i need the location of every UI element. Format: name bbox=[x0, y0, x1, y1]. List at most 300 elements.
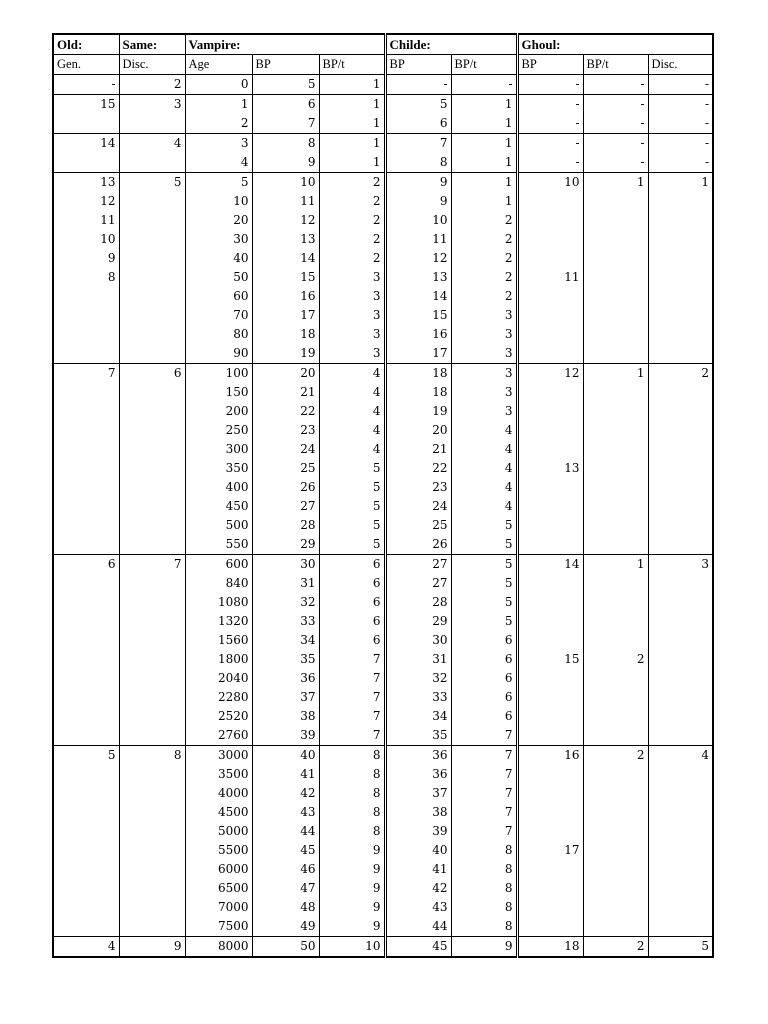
cell-age: 80 bbox=[185, 325, 252, 344]
cell-gen bbox=[53, 574, 119, 593]
cell-vampire-bp: 8 bbox=[252, 134, 319, 154]
cell-disc: 6 bbox=[119, 364, 185, 384]
cell-vampire-bp: 39 bbox=[252, 726, 319, 746]
cell-vampire-bp: 15 bbox=[252, 268, 319, 287]
cell-vampire-bpt: 3 bbox=[319, 287, 385, 306]
cell-gen bbox=[53, 287, 119, 306]
cell-age: 1 bbox=[185, 95, 252, 115]
cell-ghoul-bp bbox=[517, 211, 583, 230]
cell-ghoul-disc bbox=[648, 669, 713, 688]
cell-vampire-bpt: 10 bbox=[319, 937, 385, 958]
table-row bbox=[53, 211, 713, 230]
cell-ghoul-bpt bbox=[583, 344, 648, 364]
cell-disc bbox=[119, 688, 185, 707]
cell-vampire-bpt: 6 bbox=[319, 612, 385, 631]
cell-ghoul-bpt bbox=[583, 593, 648, 612]
table-row bbox=[53, 707, 713, 726]
cell-gen bbox=[53, 707, 119, 726]
cell-gen bbox=[53, 535, 119, 555]
cell-ghoul-disc bbox=[648, 822, 713, 841]
cell-age: 600 bbox=[185, 555, 252, 575]
cell-childe-bpt: 7 bbox=[451, 803, 517, 822]
cell-ghoul-disc: 2 bbox=[648, 364, 713, 384]
cell-disc bbox=[119, 822, 185, 841]
cell-childe-bpt: 5 bbox=[451, 555, 517, 575]
cell-childe-bp: 10 bbox=[385, 211, 451, 230]
cell-vampire-bpt: 9 bbox=[319, 879, 385, 898]
cell-gen: 11 bbox=[53, 211, 119, 230]
cell-ghoul-disc bbox=[648, 860, 713, 879]
cell-gen bbox=[53, 822, 119, 841]
cell-childe-bpt: 3 bbox=[451, 325, 517, 344]
cell-ghoul-bp bbox=[517, 421, 583, 440]
cell-ghoul-bpt bbox=[583, 325, 648, 344]
cell-age: 3000 bbox=[185, 746, 252, 766]
cell-disc bbox=[119, 879, 185, 898]
cell-childe-bp: 40 bbox=[385, 841, 451, 860]
cell-childe-bpt: 2 bbox=[451, 211, 517, 230]
cell-gen bbox=[53, 917, 119, 937]
cell-vampire-bp: 48 bbox=[252, 898, 319, 917]
cell-vampire-bp: 11 bbox=[252, 192, 319, 211]
cell-ghoul-bp: 16 bbox=[517, 746, 583, 766]
cell-ghoul-disc bbox=[648, 784, 713, 803]
cell-ghoul-bp: 15 bbox=[517, 650, 583, 669]
table-row bbox=[53, 344, 713, 364]
cell-age: 3 bbox=[185, 134, 252, 154]
cell-disc bbox=[119, 383, 185, 402]
cell-vampire-bp: 33 bbox=[252, 612, 319, 631]
cell-disc bbox=[119, 421, 185, 440]
cell-ghoul-bp: 14 bbox=[517, 555, 583, 575]
cell-childe-bp: 13 bbox=[385, 268, 451, 287]
table-row bbox=[53, 134, 713, 154]
cell-childe-bpt: 7 bbox=[451, 784, 517, 803]
cell-ghoul-bp bbox=[517, 287, 583, 306]
cell-childe-bpt: 7 bbox=[451, 746, 517, 766]
cell-gen bbox=[53, 440, 119, 459]
cell-ghoul-bp: - bbox=[517, 153, 583, 173]
cell-disc bbox=[119, 153, 185, 173]
cell-disc: 3 bbox=[119, 95, 185, 115]
cell-ghoul-disc bbox=[648, 383, 713, 402]
cell-age: 1560 bbox=[185, 631, 252, 650]
column-header-row bbox=[53, 55, 713, 75]
cell-ghoul-bpt: 2 bbox=[583, 937, 648, 958]
cell-ghoul-disc: - bbox=[648, 95, 713, 115]
cell-ghoul-disc: - bbox=[648, 75, 713, 95]
cell-ghoul-disc bbox=[648, 765, 713, 784]
cell-ghoul-bpt: 2 bbox=[583, 746, 648, 766]
cell-childe-bpt: 2 bbox=[451, 268, 517, 287]
cell-childe-bpt: 4 bbox=[451, 478, 517, 497]
cell-disc: 9 bbox=[119, 937, 185, 958]
cell-gen bbox=[53, 803, 119, 822]
cell-childe-bpt: 1 bbox=[451, 114, 517, 134]
cell-gen bbox=[53, 898, 119, 917]
cell-ghoul-bp bbox=[517, 497, 583, 516]
cell-age: 450 bbox=[185, 497, 252, 516]
cell-disc bbox=[119, 574, 185, 593]
cell-childe-bp: 5 bbox=[385, 95, 451, 115]
cell-ghoul-bp: - bbox=[517, 134, 583, 154]
cell-ghoul-bp bbox=[517, 192, 583, 211]
cell-gen bbox=[53, 650, 119, 669]
cell-vampire-bp: 25 bbox=[252, 459, 319, 478]
cell-vampire-bp: 30 bbox=[252, 555, 319, 575]
cell-ghoul-bp bbox=[517, 230, 583, 249]
cell-childe-bp: 16 bbox=[385, 325, 451, 344]
cell-age: 40 bbox=[185, 249, 252, 268]
cell-ghoul-bpt bbox=[583, 822, 648, 841]
cell-age: 200 bbox=[185, 402, 252, 421]
cell-ghoul-bp bbox=[517, 325, 583, 344]
cell-gen: 10 bbox=[53, 230, 119, 249]
cell-vampire-bpt: 5 bbox=[319, 516, 385, 535]
cell-vampire-bpt: 8 bbox=[319, 746, 385, 766]
cell-vampire-bp: 18 bbox=[252, 325, 319, 344]
table-row bbox=[53, 383, 713, 402]
cell-vampire-bpt: 2 bbox=[319, 211, 385, 230]
cell-age: 8000 bbox=[185, 937, 252, 958]
table-row bbox=[53, 306, 713, 325]
cell-age: 7000 bbox=[185, 898, 252, 917]
header-same: Same: bbox=[119, 34, 185, 55]
cell-ghoul-bpt: - bbox=[583, 75, 648, 95]
cell-ghoul-disc bbox=[648, 192, 713, 211]
cell-childe-bpt: 4 bbox=[451, 440, 517, 459]
cell-ghoul-disc bbox=[648, 650, 713, 669]
cell-childe-bpt: 3 bbox=[451, 383, 517, 402]
cell-ghoul-bpt bbox=[583, 765, 648, 784]
cell-gen bbox=[53, 478, 119, 497]
cell-childe-bp: 36 bbox=[385, 765, 451, 784]
cell-vampire-bpt: 5 bbox=[319, 535, 385, 555]
table-row bbox=[53, 95, 713, 115]
cell-disc: 2 bbox=[119, 75, 185, 95]
cell-vampire-bpt: 3 bbox=[319, 306, 385, 325]
cell-gen: 7 bbox=[53, 364, 119, 384]
cell-gen: 8 bbox=[53, 268, 119, 287]
col-vampire-age: Age bbox=[185, 55, 252, 75]
cell-disc bbox=[119, 803, 185, 822]
cell-age: 400 bbox=[185, 478, 252, 497]
cell-disc bbox=[119, 268, 185, 287]
cell-disc bbox=[119, 650, 185, 669]
cell-vampire-bpt: 9 bbox=[319, 898, 385, 917]
cell-childe-bpt: 7 bbox=[451, 822, 517, 841]
cell-ghoul-bpt bbox=[583, 421, 648, 440]
cell-ghoul-bpt bbox=[583, 860, 648, 879]
table-row bbox=[53, 249, 713, 268]
cell-disc bbox=[119, 306, 185, 325]
table-row bbox=[53, 650, 713, 669]
cell-disc bbox=[119, 192, 185, 211]
cell-gen bbox=[53, 421, 119, 440]
table-row bbox=[53, 268, 713, 287]
cell-vampire-bpt: 8 bbox=[319, 803, 385, 822]
table-row bbox=[53, 631, 713, 650]
cell-disc bbox=[119, 917, 185, 937]
cell-ghoul-disc bbox=[648, 306, 713, 325]
cell-ghoul-disc bbox=[648, 211, 713, 230]
cell-ghoul-bp bbox=[517, 822, 583, 841]
cell-age: 7500 bbox=[185, 917, 252, 937]
col-ghoul-disc: Disc. bbox=[648, 55, 713, 75]
cell-disc bbox=[119, 669, 185, 688]
table-row bbox=[53, 459, 713, 478]
cell-disc bbox=[119, 287, 185, 306]
cell-vampire-bp: 45 bbox=[252, 841, 319, 860]
cell-childe-bp: 32 bbox=[385, 669, 451, 688]
cell-ghoul-disc: - bbox=[648, 134, 713, 154]
cell-childe-bp: - bbox=[385, 75, 451, 95]
cell-ghoul-disc bbox=[648, 402, 713, 421]
cell-disc bbox=[119, 726, 185, 746]
cell-ghoul-bpt bbox=[583, 440, 648, 459]
cell-ghoul-bpt bbox=[583, 879, 648, 898]
cell-age: 3500 bbox=[185, 765, 252, 784]
cell-childe-bpt: 4 bbox=[451, 497, 517, 516]
cell-ghoul-bp bbox=[517, 344, 583, 364]
cell-vampire-bpt: 7 bbox=[319, 650, 385, 669]
cell-ghoul-bp bbox=[517, 688, 583, 707]
cell-childe-bpt: 5 bbox=[451, 535, 517, 555]
cell-ghoul-bp bbox=[517, 440, 583, 459]
cell-childe-bp: 26 bbox=[385, 535, 451, 555]
cell-disc bbox=[119, 402, 185, 421]
cell-vampire-bp: 40 bbox=[252, 746, 319, 766]
cell-age: 4 bbox=[185, 153, 252, 173]
col-vampire-bpt: BP/t bbox=[319, 55, 385, 75]
cell-ghoul-bp bbox=[517, 383, 583, 402]
cell-ghoul-bpt: 1 bbox=[583, 173, 648, 193]
cell-gen bbox=[53, 879, 119, 898]
cell-ghoul-bpt: - bbox=[583, 153, 648, 173]
cell-vampire-bpt: 5 bbox=[319, 459, 385, 478]
cell-vampire-bp: 12 bbox=[252, 211, 319, 230]
cell-vampire-bp: 32 bbox=[252, 593, 319, 612]
cell-childe-bp: 27 bbox=[385, 555, 451, 575]
cell-disc: 4 bbox=[119, 134, 185, 154]
cell-childe-bp: 43 bbox=[385, 898, 451, 917]
header-vampire: Vampire: bbox=[185, 34, 385, 55]
cell-ghoul-bpt bbox=[583, 688, 648, 707]
cell-disc bbox=[119, 535, 185, 555]
cell-ghoul-bpt bbox=[583, 726, 648, 746]
cell-vampire-bp: 43 bbox=[252, 803, 319, 822]
cell-childe-bp: 35 bbox=[385, 726, 451, 746]
table-row bbox=[53, 879, 713, 898]
cell-childe-bpt: 1 bbox=[451, 153, 517, 173]
cell-vampire-bp: 17 bbox=[252, 306, 319, 325]
cell-ghoul-bp bbox=[517, 726, 583, 746]
cell-ghoul-bp bbox=[517, 784, 583, 803]
cell-vampire-bpt: 2 bbox=[319, 230, 385, 249]
cell-ghoul-bpt bbox=[583, 574, 648, 593]
table-row bbox=[53, 917, 713, 937]
header-childe: Childe: bbox=[385, 34, 517, 55]
table-row bbox=[53, 765, 713, 784]
cell-childe-bpt: 8 bbox=[451, 898, 517, 917]
cell-childe-bp: 30 bbox=[385, 631, 451, 650]
cell-ghoul-bpt bbox=[583, 306, 648, 325]
cell-age: 2 bbox=[185, 114, 252, 134]
cell-vampire-bpt: 1 bbox=[319, 95, 385, 115]
cell-disc bbox=[119, 478, 185, 497]
cell-vampire-bp: 42 bbox=[252, 784, 319, 803]
table-row bbox=[53, 688, 713, 707]
cell-ghoul-disc bbox=[648, 268, 713, 287]
cell-vampire-bp: 5 bbox=[252, 75, 319, 95]
cell-ghoul-disc: 1 bbox=[648, 173, 713, 193]
cell-age: 550 bbox=[185, 535, 252, 555]
cell-vampire-bpt: 4 bbox=[319, 364, 385, 384]
cell-vampire-bp: 9 bbox=[252, 153, 319, 173]
cell-vampire-bpt: 4 bbox=[319, 421, 385, 440]
cell-vampire-bpt: 1 bbox=[319, 134, 385, 154]
cell-age: 5 bbox=[185, 173, 252, 193]
cell-age: 100 bbox=[185, 364, 252, 384]
cell-childe-bpt: 5 bbox=[451, 593, 517, 612]
cell-ghoul-bpt bbox=[583, 402, 648, 421]
cell-vampire-bp: 37 bbox=[252, 688, 319, 707]
cell-childe-bpt: 1 bbox=[451, 95, 517, 115]
cell-ghoul-disc bbox=[648, 249, 713, 268]
cell-vampire-bpt: 8 bbox=[319, 784, 385, 803]
cell-ghoul-bpt bbox=[583, 478, 648, 497]
cell-vampire-bpt: 3 bbox=[319, 344, 385, 364]
cell-age: 6500 bbox=[185, 879, 252, 898]
cell-ghoul-bp: 10 bbox=[517, 173, 583, 193]
cell-vampire-bp: 7 bbox=[252, 114, 319, 134]
cell-vampire-bp: 26 bbox=[252, 478, 319, 497]
cell-ghoul-bp bbox=[517, 765, 583, 784]
cell-childe-bp: 12 bbox=[385, 249, 451, 268]
cell-gen bbox=[53, 114, 119, 134]
table-row bbox=[53, 421, 713, 440]
cell-gen bbox=[53, 306, 119, 325]
table-row bbox=[53, 669, 713, 688]
col-ghoul-bpt: BP/t bbox=[583, 55, 648, 75]
cell-childe-bp: 18 bbox=[385, 364, 451, 384]
cell-childe-bp: 28 bbox=[385, 593, 451, 612]
table-row bbox=[53, 535, 713, 555]
cell-vampire-bpt: 4 bbox=[319, 402, 385, 421]
cell-disc: 5 bbox=[119, 173, 185, 193]
cell-vampire-bpt: 3 bbox=[319, 325, 385, 344]
cell-childe-bp: 29 bbox=[385, 612, 451, 631]
cell-childe-bp: 23 bbox=[385, 478, 451, 497]
cell-disc bbox=[119, 860, 185, 879]
cell-childe-bpt: 5 bbox=[451, 516, 517, 535]
cell-gen bbox=[53, 344, 119, 364]
cell-age: 5500 bbox=[185, 841, 252, 860]
table-row bbox=[53, 803, 713, 822]
cell-ghoul-bp bbox=[517, 516, 583, 535]
cell-ghoul-disc bbox=[648, 612, 713, 631]
cell-ghoul-bpt: 1 bbox=[583, 555, 648, 575]
col-ghoul-bp: BP bbox=[517, 55, 583, 75]
cell-disc bbox=[119, 211, 185, 230]
cell-gen bbox=[53, 402, 119, 421]
cell-ghoul-bp bbox=[517, 669, 583, 688]
col-childe-bp: BP bbox=[385, 55, 451, 75]
cell-age: 60 bbox=[185, 287, 252, 306]
cell-childe-bp: 33 bbox=[385, 688, 451, 707]
cell-vampire-bp: 21 bbox=[252, 383, 319, 402]
cell-ghoul-bpt bbox=[583, 459, 648, 478]
cell-vampire-bpt: 2 bbox=[319, 249, 385, 268]
cell-vampire-bpt: 5 bbox=[319, 497, 385, 516]
cell-childe-bpt: 6 bbox=[451, 631, 517, 650]
cell-vampire-bpt: 4 bbox=[319, 440, 385, 459]
cell-vampire-bp: 24 bbox=[252, 440, 319, 459]
cell-vampire-bp: 16 bbox=[252, 287, 319, 306]
cell-age: 250 bbox=[185, 421, 252, 440]
cell-vampire-bpt: 7 bbox=[319, 688, 385, 707]
cell-gen bbox=[53, 726, 119, 746]
cell-age: 300 bbox=[185, 440, 252, 459]
cell-childe-bpt: 7 bbox=[451, 726, 517, 746]
cell-childe-bp: 6 bbox=[385, 114, 451, 134]
cell-vampire-bpt: 6 bbox=[319, 555, 385, 575]
cell-ghoul-bp: 11 bbox=[517, 268, 583, 287]
cell-age: 20 bbox=[185, 211, 252, 230]
cell-ghoul-bp: - bbox=[517, 75, 583, 95]
cell-childe-bp: 38 bbox=[385, 803, 451, 822]
cell-disc bbox=[119, 593, 185, 612]
cell-childe-bpt: 5 bbox=[451, 574, 517, 593]
cell-ghoul-disc: 3 bbox=[648, 555, 713, 575]
cell-age: 4000 bbox=[185, 784, 252, 803]
cell-childe-bp: 31 bbox=[385, 650, 451, 669]
cell-vampire-bpt: 1 bbox=[319, 114, 385, 134]
cell-ghoul-bp bbox=[517, 803, 583, 822]
cell-ghoul-bp bbox=[517, 879, 583, 898]
cell-childe-bpt: 3 bbox=[451, 402, 517, 421]
cell-ghoul-disc bbox=[648, 879, 713, 898]
cell-ghoul-disc bbox=[648, 841, 713, 860]
cell-ghoul-bp bbox=[517, 249, 583, 268]
table-row bbox=[53, 784, 713, 803]
cell-vampire-bp: 35 bbox=[252, 650, 319, 669]
cell-gen bbox=[53, 459, 119, 478]
cell-ghoul-disc bbox=[648, 287, 713, 306]
cell-vampire-bp: 29 bbox=[252, 535, 319, 555]
cell-age: 90 bbox=[185, 344, 252, 364]
table-row bbox=[53, 593, 713, 612]
cell-age: 2520 bbox=[185, 707, 252, 726]
table-body bbox=[53, 75, 713, 958]
cell-ghoul-bpt bbox=[583, 287, 648, 306]
cell-childe-bpt: 1 bbox=[451, 192, 517, 211]
cell-ghoul-bpt bbox=[583, 612, 648, 631]
cell-disc bbox=[119, 325, 185, 344]
cell-ghoul-disc: - bbox=[648, 153, 713, 173]
cell-age: 500 bbox=[185, 516, 252, 535]
cell-ghoul-bpt: 2 bbox=[583, 650, 648, 669]
cell-ghoul-bpt bbox=[583, 230, 648, 249]
cell-vampire-bp: 36 bbox=[252, 669, 319, 688]
cell-childe-bp: 20 bbox=[385, 421, 451, 440]
table-row bbox=[53, 287, 713, 306]
cell-ghoul-disc bbox=[648, 688, 713, 707]
cell-vampire-bpt: 9 bbox=[319, 860, 385, 879]
cell-childe-bpt: 8 bbox=[451, 879, 517, 898]
cell-ghoul-disc bbox=[648, 516, 713, 535]
cell-vampire-bp: 10 bbox=[252, 173, 319, 193]
